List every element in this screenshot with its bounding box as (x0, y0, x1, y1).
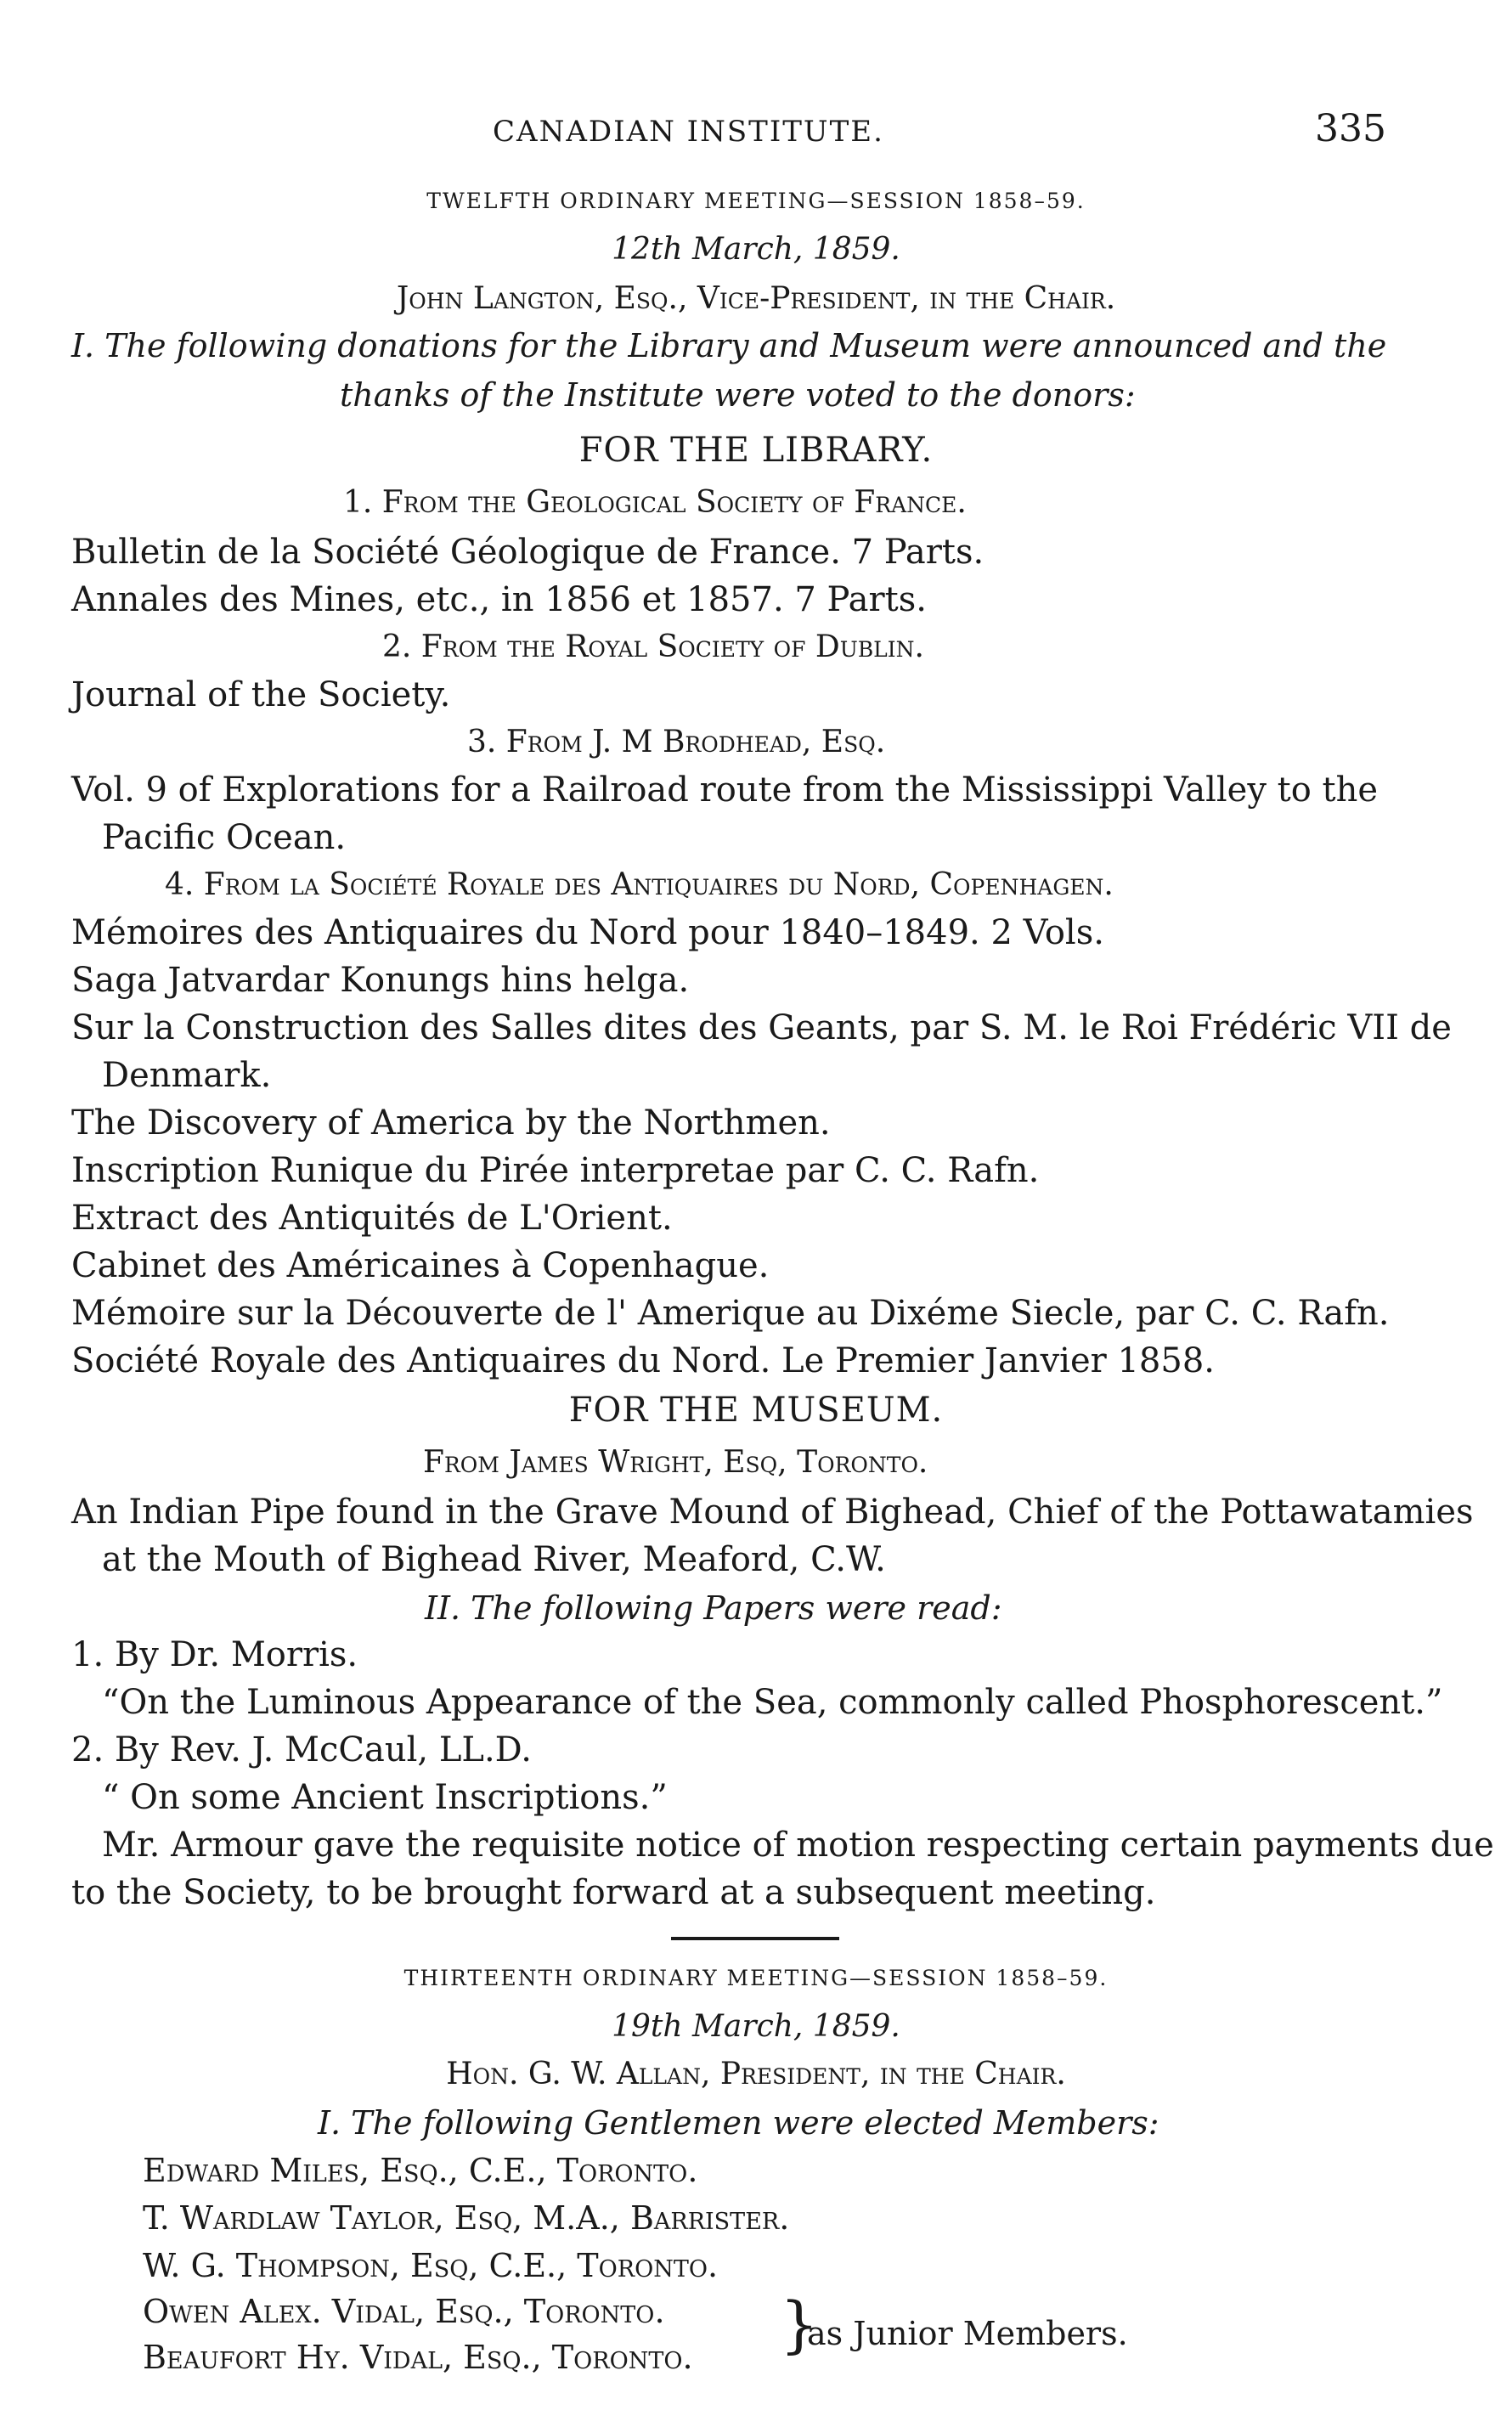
donation-item: Société Royale des Antiquaires du Nord. Le Premier Janvier 1858. (71, 1341, 1215, 1380)
meeting-chair: Hon. G. W. Allan, President, in the Chair. (446, 2057, 1066, 2091)
donor-heading: 2. From the Royal Society of Dublin. (382, 629, 924, 664)
meeting-chair: John Langton, Esq., Vice-President, in the Chair. (396, 281, 1116, 316)
brace-symbol: } (780, 2289, 819, 2360)
donor-heading: 4. From la Société Royale des Antiquaires du Nord, Copenhagen. (165, 867, 1114, 902)
donation-item: Annales des Mines, etc., in 1856 et 1857. 7 Parts. (71, 580, 927, 619)
junior-members-note: as Junior Members. (807, 2315, 1128, 2352)
member-entry: T. Wardlaw Taylor, Esq, M.A., Barrister. (143, 2199, 790, 2237)
paper-title: “On the Luminous Appearance of the Sea, commonly called Phosphorescent.” (102, 1683, 1443, 1722)
donation-item-continued: Denmark. (102, 1056, 272, 1095)
member-entry: W. G. Thompson, Esq, C.E., Toronto. (143, 2247, 719, 2284)
meeting-heading: TWELFTH ORDINARY MEETING—SESSION 1858–59. (426, 189, 1086, 213)
donation-item: Saga Jatvardar Konungs hins helga. (71, 961, 690, 1000)
donation-item-continued: at the Mouth of Bighead River, Meaford, C.W. (102, 1540, 886, 1579)
donation-item: Vol. 9 of Explorations for a Railroad route from the Mississippi Valley to the (71, 770, 1379, 810)
paper-author: 1. By Dr. Morris. (71, 1635, 358, 1674)
donation-item: Mémoire sur la Découverte de l' Amerique au Dixéme Siecle, par C. C. Rafn. (71, 1294, 1390, 1333)
donations-intro-line2: thanks of the Institute were voted to the donors: (340, 376, 1136, 414)
paper-title: “ On some Ancient Inscriptions.” (102, 1778, 668, 1817)
member-entry: Beaufort Hy. Vidal, Esq., Toronto. (143, 2339, 693, 2376)
donation-item: The Discovery of America by the Northmen. (71, 1103, 831, 1143)
donation-item: Journal of the Society. (71, 675, 451, 714)
donation-item: Extract des Antiquités de L'Orient. (71, 1199, 673, 1238)
donation-item-continued: Pacific Ocean. (102, 818, 347, 857)
meeting-date: 12th March, 1859. (612, 232, 900, 267)
donation-item: Inscription Runique du Pirée interpretae par C. C. Rafn. (71, 1151, 1040, 1190)
meeting-date: 19th March, 1859. (612, 2009, 900, 2044)
donor-heading: 1. From the Geological Society of France. (343, 485, 967, 520)
donation-item: Mémoires des Antiquaires du Nord pour 1840–1849. 2 Vols. (71, 913, 1104, 952)
members-heading: I. The following Gentlemen were elected Members: (318, 2104, 1159, 2142)
page-number: 335 (1315, 107, 1386, 150)
meeting-heading: THIRTEENTH ORDINARY MEETING—SESSION 1858–59. (403, 1966, 1109, 1990)
library-heading: FOR THE LIBRARY. (578, 431, 934, 470)
donations-intro-line1: I. The following donations for the Library and Museum were announced and the (71, 327, 1387, 364)
paper-author: 2. By Rev. J. McCaul, LL.D. (71, 1730, 533, 1769)
papers-heading: II. The following Papers were read: (425, 1589, 1002, 1627)
donor-heading: From James Wright, Esq, Toronto. (423, 1445, 928, 1480)
member-entry: Owen Alex. Vidal, Esq., Toronto. (143, 2293, 665, 2330)
motion-notice-line1: Mr. Armour gave the requisite notice of motion respecting certain payments due (102, 1826, 1494, 1865)
section-divider (671, 1937, 839, 1940)
motion-notice-line2: to the Society, to be brought forward at a subsequent meeting. (71, 1873, 1156, 1912)
donation-item: Bulletin de la Société Géologique de France. 7 Parts. (71, 533, 984, 572)
donation-item: An Indian Pipe found in the Grave Mound of Bighead, Chief of the Pottawatamies (71, 1493, 1474, 1532)
donation-item: Sur la Construction des Salles dites des Geants, par S. M. le Roi Frédéric VII de (71, 1008, 1452, 1047)
museum-heading: FOR THE MUSEUM. (568, 1391, 944, 1430)
running-header: CANADIAN INSTITUTE. (493, 115, 884, 149)
member-entry: Edward Miles, Esq., C.E., Toronto. (143, 2152, 698, 2189)
donor-heading: 3. From J. M Brodhead, Esq. (467, 725, 886, 759)
donation-item: Cabinet des Américaines à Copenhague. (71, 1246, 770, 1285)
